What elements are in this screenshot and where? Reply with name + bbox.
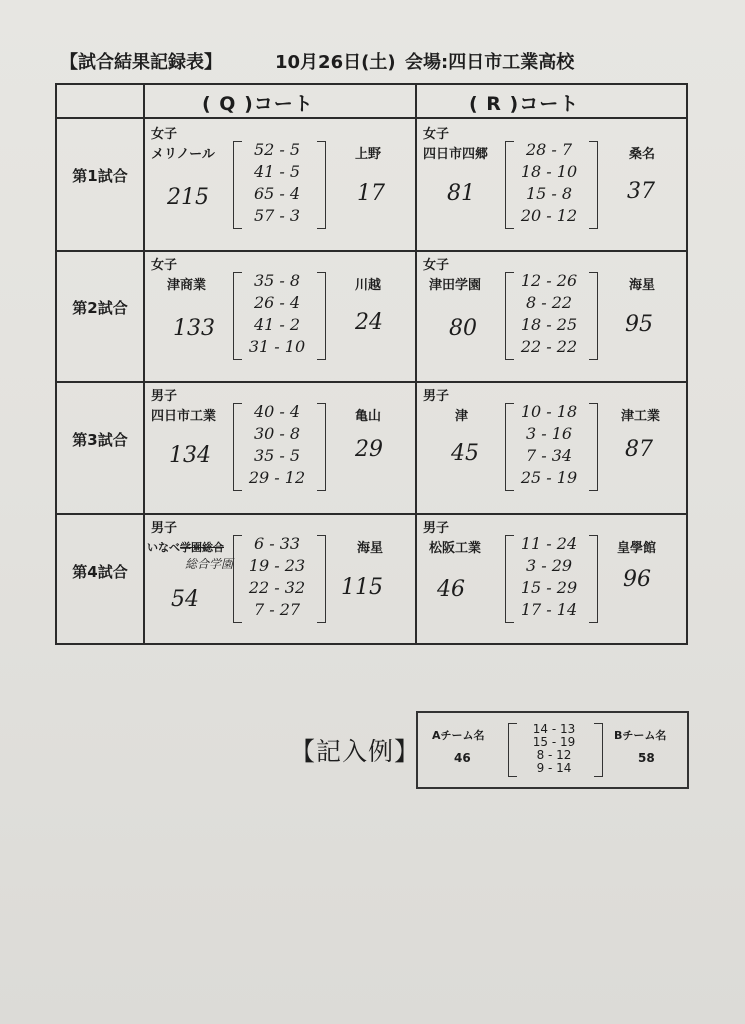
set-score: 17 - 14 xyxy=(520,600,578,619)
set-score: 3 - 29 xyxy=(525,556,573,575)
category-label: 女子 xyxy=(423,258,450,273)
set-score: 31 - 10 xyxy=(248,337,306,356)
example-team-b-label: Bチーム名 xyxy=(614,729,667,742)
example-set-score: 9 - 14 xyxy=(536,761,572,775)
sheet-title: 【試合結果記録表】 xyxy=(60,52,222,73)
set-score: 35 - 5 xyxy=(253,446,301,465)
set-score: 22 - 32 xyxy=(248,578,306,597)
team-a-name: 四日市四郷 xyxy=(423,147,489,162)
match-date: 10月26日(土) xyxy=(275,52,396,73)
category-label: 男子 xyxy=(151,521,178,536)
set-scores xyxy=(511,533,587,621)
set-score: 41 - 5 xyxy=(253,162,301,181)
set-score: 8 - 22 xyxy=(525,293,573,312)
set-score: 28 - 7 xyxy=(525,140,573,159)
match-cell-r xyxy=(417,119,688,250)
example-bracket-right xyxy=(594,723,603,777)
category-label: 女子 xyxy=(151,258,178,273)
set-score: 15 - 8 xyxy=(525,184,573,203)
match-label: 第2試合 xyxy=(72,299,128,317)
team-a-score: 54 xyxy=(171,587,199,612)
team-b-score: 24 xyxy=(355,310,383,335)
set-score: 26 - 4 xyxy=(253,293,301,312)
category-label: 男子 xyxy=(151,389,178,404)
set-score: 52 - 5 xyxy=(253,140,301,159)
venue: 会場:四日市工業高校 xyxy=(405,52,575,73)
sheet-header xyxy=(60,48,700,72)
team-b-name: 津工業 xyxy=(621,409,661,424)
court-header-row xyxy=(57,85,686,119)
category-label: 男子 xyxy=(423,389,450,404)
example-set-scores xyxy=(518,723,590,775)
match-label: 第3試合 xyxy=(72,431,128,449)
set-scores xyxy=(511,401,587,489)
match-cell-r xyxy=(417,515,688,645)
set-score: 29 - 12 xyxy=(248,468,306,487)
sets-bracket-right xyxy=(589,535,598,623)
set-score: 6 - 33 xyxy=(253,534,301,553)
set-score: 3 - 16 xyxy=(525,424,573,443)
example-set-score: 15 - 19 xyxy=(532,735,576,749)
category-label: 女子 xyxy=(423,127,450,142)
set-score: 7 - 27 xyxy=(253,600,301,619)
set-score: 30 - 8 xyxy=(253,424,301,443)
team-b-name: 上野 xyxy=(355,147,382,162)
set-score: 18 - 25 xyxy=(520,315,578,334)
team-b-score: 87 xyxy=(625,437,653,462)
team-b-name: 皇學館 xyxy=(617,541,657,556)
match-cell-q xyxy=(145,252,415,381)
team-b-name: 海星 xyxy=(357,541,384,556)
set-scores xyxy=(511,270,587,358)
sets-bracket-right xyxy=(317,141,326,229)
team-a-name: 津商業 xyxy=(167,278,207,293)
example-box xyxy=(416,711,689,789)
team-a-name: 四日市工業 xyxy=(151,409,217,424)
team-a-name: 津 xyxy=(455,409,469,424)
set-scores xyxy=(239,401,315,489)
set-score: 11 - 24 xyxy=(520,534,578,553)
team-a-score: 45 xyxy=(451,441,479,466)
team-a-name xyxy=(147,539,224,555)
team-a-handwritten-correction: 総合学園 xyxy=(185,557,234,571)
team-b-name: 海星 xyxy=(629,278,656,293)
example-team-a-score: 46 xyxy=(454,751,471,765)
team-a-score: 215 xyxy=(167,185,209,210)
results-table xyxy=(55,83,688,645)
set-score: 35 - 8 xyxy=(253,271,301,290)
team-b-score: 29 xyxy=(355,437,383,462)
team-a-name: メリノール xyxy=(151,147,215,162)
team-b-name: 桑名 xyxy=(629,147,656,162)
example-set-score: 8 - 12 xyxy=(536,748,572,762)
category-label: 女子 xyxy=(151,127,178,142)
example-team-a-label: Aチーム名 xyxy=(432,729,485,742)
sets-bracket-right xyxy=(317,535,326,623)
team-b-score: 96 xyxy=(623,567,651,592)
sets-bracket-right xyxy=(589,403,598,491)
sets-bracket-right xyxy=(317,403,326,491)
set-scores xyxy=(511,139,587,227)
set-scores xyxy=(239,270,315,358)
set-score: 65 - 4 xyxy=(253,184,301,203)
category-label: 男子 xyxy=(423,521,450,536)
team-b-name: 亀山 xyxy=(355,409,382,424)
set-score: 20 - 12 xyxy=(520,206,578,225)
sets-bracket-right xyxy=(589,272,598,360)
sets-bracket-right xyxy=(589,141,598,229)
set-score: 10 - 18 xyxy=(520,402,578,421)
match-label: 第4試合 xyxy=(72,563,128,581)
court-q-title: ( Q )コート xyxy=(202,93,314,115)
team-b-score: 115 xyxy=(341,575,383,600)
match-cell-q xyxy=(145,383,415,513)
team-b-name: 川越 xyxy=(355,278,382,293)
court-r-title: ( R )コート xyxy=(469,93,580,115)
sets-bracket-right xyxy=(317,272,326,360)
example-set-score: 14 - 13 xyxy=(532,722,576,736)
set-score: 19 - 23 xyxy=(248,556,306,575)
team-a-name: 津田学園 xyxy=(429,278,482,293)
match-cell-q xyxy=(145,515,415,645)
set-score: 40 - 4 xyxy=(253,402,301,421)
set-scores xyxy=(239,139,315,227)
match-cell-q xyxy=(145,119,415,250)
team-a-score: 133 xyxy=(173,316,215,341)
match-label: 第1試合 xyxy=(72,167,128,185)
team-a-score: 46 xyxy=(437,577,465,602)
team-a-score: 81 xyxy=(447,181,475,206)
set-score: 12 - 26 xyxy=(520,271,578,290)
set-scores xyxy=(239,533,315,621)
example-team-b-score: 58 xyxy=(638,751,655,765)
set-score: 18 - 10 xyxy=(520,162,578,181)
team-b-score: 37 xyxy=(627,179,655,204)
set-score: 22 - 22 xyxy=(520,337,578,356)
team-a-struck-text: 学園総合 xyxy=(180,541,224,554)
set-score: 41 - 2 xyxy=(253,315,301,334)
team-b-score: 17 xyxy=(357,181,385,206)
team-a-prefix: いなべ xyxy=(147,541,180,554)
set-score: 15 - 29 xyxy=(520,578,578,597)
set-score: 7 - 34 xyxy=(525,446,573,465)
example-bracket-left xyxy=(508,723,517,777)
team-a-score: 134 xyxy=(169,443,211,468)
example-title: 【記入例】 xyxy=(290,737,421,766)
set-score: 25 - 19 xyxy=(520,468,578,487)
match-cell-r xyxy=(417,383,688,513)
match-cell-r xyxy=(417,252,688,381)
set-score: 57 - 3 xyxy=(253,206,301,225)
team-a-score: 80 xyxy=(449,316,477,341)
team-a-name: 松阪工業 xyxy=(429,541,482,556)
team-b-score: 95 xyxy=(625,312,653,337)
